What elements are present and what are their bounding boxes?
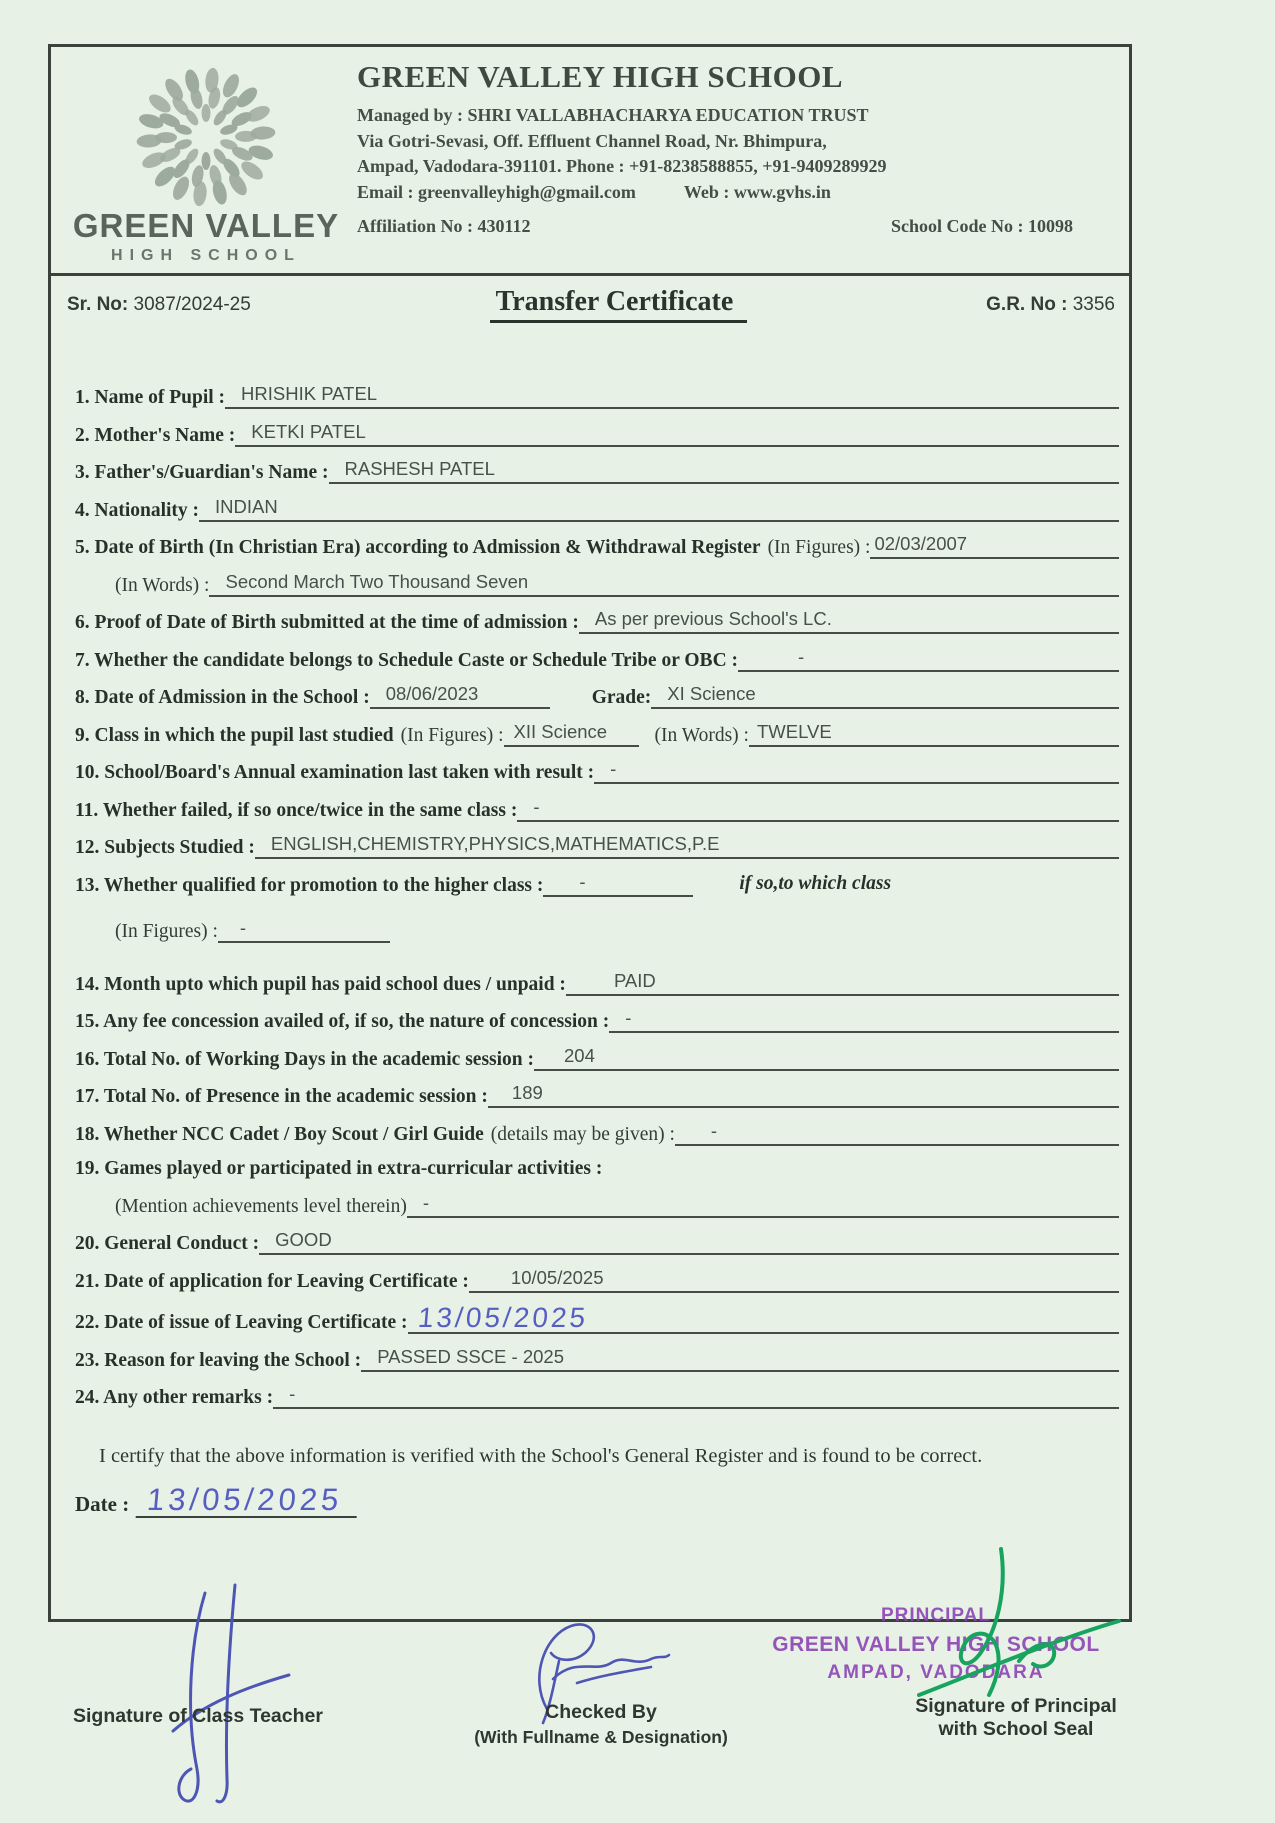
address-line-1: Via Gotri-Sevasi, Off. Effluent Channel Road, Nr. Bhimpura,	[357, 130, 827, 151]
field-row-caste-category	[75, 646, 1119, 672]
field-label: 24. Any other remarks :	[75, 1387, 274, 1408]
web-text: Web : www.gvhs.in	[683, 181, 831, 202]
field-row-leaving-reason	[75, 1346, 1119, 1372]
field-row-dob-proof	[75, 608, 1119, 634]
serial-number-value: 3087/2024-25	[133, 294, 251, 315]
logo-wordmark: GREEN VALLEY	[72, 207, 340, 244]
managed-by-line: Managed by : SHRI VALLABHACHARYA EDUCATION TRUST	[357, 105, 869, 125]
contact-line	[357, 180, 1121, 206]
field-label: (Mention achievements level therein)	[115, 1195, 407, 1217]
field-value: -	[289, 1383, 296, 1404]
field-row-class-last-studied	[75, 721, 1119, 747]
field-row-general-conduct	[75, 1229, 1119, 1255]
principal-label-line1: Signature of Principal	[915, 1695, 1117, 1718]
field-value: 189	[511, 1082, 543, 1103]
field-value: -	[422, 1191, 430, 1213]
field-value: -	[798, 645, 805, 667]
field-value: PAID	[613, 969, 656, 991]
field-row-working-days	[75, 1045, 1119, 1071]
field-underline	[361, 1346, 1119, 1372]
field-underline	[218, 917, 390, 943]
field-underline	[543, 871, 693, 897]
field-value: RASHESH PATEL	[344, 458, 495, 479]
address-line-2: Ampad, Vadodara-391101. Phone : +91-8238588855, +91-9409289929	[357, 156, 887, 177]
field-label: 18. Whether NCC Cadet / Boy Scout / Girl Guide	[75, 1123, 484, 1145]
field-row-promotion-in-figures	[115, 917, 1119, 943]
field-underline	[469, 1267, 1119, 1293]
field-value: Second March Two Thousand Seven	[225, 570, 529, 592]
field-value: KETKI PATEL	[251, 420, 366, 442]
field-row-dues-paid	[75, 970, 1119, 996]
fields-section	[51, 329, 1129, 1409]
field-underline	[488, 1082, 1119, 1108]
title-bar	[51, 273, 1129, 329]
principal-signature-label	[821, 1695, 1211, 1741]
field-label: 5. Date of Birth (In Christian Era) according to Admission & Withdrawal Register	[75, 537, 761, 558]
serial-number-label: Sr. No:	[67, 294, 129, 315]
field-underline	[566, 970, 1119, 996]
field-row-dob-in-words	[115, 571, 1119, 597]
field-value: -	[239, 916, 247, 938]
field-value: HRISHIK PATEL	[241, 383, 378, 404]
field-underline	[209, 571, 1119, 597]
field-label: 23. Reason for leaving the School :	[75, 1349, 362, 1371]
date-value-handwritten: 13/05/2025	[136, 1486, 360, 1518]
field-value-handwritten: 13/05/2025	[416, 1302, 590, 1333]
date-label: Date :	[75, 1492, 130, 1517]
field-row-promotion-qualified	[75, 871, 1119, 897]
checked-by-label: Checked By	[545, 1701, 657, 1724]
field-row-last-examination	[75, 758, 1119, 784]
class-teacher-signature-label: Signature of Class Teacher	[73, 1705, 323, 1728]
field-label: 1. Name of Pupil :	[75, 387, 226, 408]
field-label-suffix: (In Figures) :	[400, 724, 504, 746]
field-row-nationality	[75, 496, 1119, 522]
field-label: 19. Games played or participated in extra-curricular activities :	[75, 1158, 603, 1179]
field-label-suffix: (In Figures) :	[767, 537, 871, 558]
field-value: -	[533, 795, 540, 817]
field-value: GOOD	[275, 1229, 332, 1250]
field-value: -	[710, 1119, 718, 1141]
field-underline	[199, 496, 1119, 522]
school-logo	[55, 57, 357, 265]
field-underline	[594, 758, 1119, 784]
class-teacher-signature-icon	[143, 1579, 293, 1814]
field-underline	[273, 1383, 1119, 1409]
field-row-other-remarks	[75, 1383, 1119, 1409]
school-name: GREEN VALLEY HIGH SCHOOL	[357, 59, 844, 94]
affiliation-line	[357, 214, 1121, 240]
school-info	[357, 57, 1121, 265]
field-label: 9. Class in which the pupil last studied	[75, 724, 394, 746]
field-underline	[504, 721, 639, 747]
field-value: -	[579, 870, 586, 892]
affiliation-number: Affiliation No : 430112	[357, 216, 531, 237]
checked-by-sublabel: (With Fullname & Designation)	[474, 1727, 728, 1748]
field-underline	[579, 608, 1119, 634]
field-underline	[235, 421, 1119, 447]
certification-date-row	[75, 1481, 1119, 1518]
field-underline	[255, 833, 1119, 859]
field-label: 8. Date of Admission in the School :	[75, 687, 370, 708]
field-row-name-of-pupil	[75, 383, 1119, 409]
certificate-frame	[48, 44, 1132, 1748]
rosette-logo-icon	[130, 63, 282, 211]
field-row-father-name	[75, 458, 1119, 484]
signature-section	[51, 1573, 1129, 1823]
stamp-line-school: GREEN VALLEY HIGH SCHOOL	[772, 1633, 1100, 1657]
field-row-achievements	[115, 1192, 1119, 1218]
field-label: (In Words) :	[115, 574, 210, 596]
field-value: 10/05/2025	[510, 1266, 604, 1288]
field-label: (In Figures) :	[115, 920, 218, 942]
field-label: 21. Date of application for Leaving Certificate :	[75, 1270, 469, 1292]
field-label: 22. Date of issue of Leaving Certificate :	[75, 1312, 408, 1333]
field-underline	[651, 683, 1119, 709]
document-title: Transfer Certificate	[490, 286, 748, 323]
field-row-whether-failed	[75, 796, 1119, 822]
field-row-presence-days	[75, 1082, 1119, 1108]
certification-section	[51, 1421, 1129, 1518]
email-text: Email : greenvalleyhigh@gmail.com	[357, 181, 636, 202]
field-value: PASSED SSCE - 2025	[377, 1345, 564, 1367]
field-label-grade: Grade:	[591, 687, 652, 708]
field-label: 6. Proof of Date of Birth submitted at the time of admission :	[75, 612, 579, 633]
serial-number	[67, 294, 251, 316]
field-row-subjects-studied	[75, 833, 1119, 859]
field-row-ncc-scout	[75, 1120, 1119, 1146]
field-underline	[329, 458, 1120, 484]
field-underline	[749, 721, 1119, 747]
field-underline	[225, 383, 1119, 409]
field-row-date-of-birth	[75, 533, 1119, 559]
field-value: As per previous School's LC.	[594, 608, 832, 629]
field-row-application-date	[75, 1267, 1119, 1293]
field-underline	[517, 796, 1119, 822]
field-value: 204	[564, 1044, 595, 1066]
field-label: 14. Month upto which pupil has paid school dues / unpaid :	[75, 973, 566, 995]
field-value: ENGLISH,CHEMISTRY,PHYSICS,MATHEMATICS,P.E	[270, 833, 720, 854]
stamp-line-principal: PRINCIPAL	[881, 1605, 991, 1627]
field-underline	[609, 1007, 1119, 1033]
gr-number-label: G.R. No :	[986, 294, 1068, 315]
field-value: -	[610, 758, 617, 779]
field-row-admission-date	[75, 683, 1119, 709]
field-underline	[534, 1045, 1119, 1071]
field-row-games-activities	[75, 1157, 1119, 1180]
field-underline	[407, 1192, 1119, 1218]
header	[51, 47, 1129, 271]
school-code: School Code No : 10098	[890, 216, 1073, 237]
field-value: -	[625, 1007, 632, 1028]
field-label: 2. Mother's Name :	[75, 424, 236, 446]
field-underline	[675, 1120, 1119, 1146]
field-underline	[870, 533, 1119, 559]
title-center	[251, 286, 986, 323]
field-underline	[370, 683, 550, 709]
field-label: 16. Total No. of Working Days in the academic session :	[75, 1048, 535, 1070]
field-label: 17. Total No. of Presence in the academic session :	[75, 1086, 488, 1107]
field-label: 3. Father's/Guardian's Name :	[75, 462, 329, 483]
field-row-mother-name	[75, 421, 1119, 447]
field-row-issue-date	[75, 1304, 1119, 1334]
field-value: 08/06/2023	[385, 683, 479, 704]
field-label: 13. Whether qualified for promotion to the higher class :	[75, 874, 544, 896]
principal-label-line2: with School Seal	[938, 1718, 1094, 1741]
field-value: 02/03/2007	[874, 533, 968, 554]
gr-number-value: 3356	[1072, 294, 1115, 315]
field-label: 7. Whether the candidate belongs to Schedule Caste or Schedule Tribe or OBC :	[75, 649, 739, 671]
field-label: 12. Subjects Studied :	[75, 837, 255, 858]
stamp-line-place: AMPAD, VADODARA	[827, 1662, 1045, 1684]
field-label-suffix2: (In Words) :	[654, 724, 749, 746]
field-value: XII Science	[513, 720, 608, 742]
field-label: 4. Nationality :	[75, 499, 200, 521]
field-label: 11. Whether failed, if so once/twice in the same class :	[75, 799, 518, 821]
field-underline	[259, 1229, 1119, 1255]
field-label: 10. School/Board's Annual examination last taken with result :	[75, 762, 595, 783]
field-label: 20. General Conduct :	[75, 1233, 260, 1254]
field-label: 15. Any fee concession availed of, if so, the nature of concession :	[75, 1011, 610, 1032]
field-value-grade: XI Science	[667, 683, 756, 704]
logo-subtitle: HIGH SCHOOL	[111, 247, 301, 264]
field-row-fee-concession	[75, 1007, 1119, 1033]
field-note: if so,to which class	[739, 872, 892, 894]
field-underline	[408, 1304, 1120, 1334]
field-value: INDIAN	[215, 495, 278, 517]
field-underline	[738, 646, 1119, 672]
field-label-suffix: (details may be given) :	[490, 1123, 675, 1145]
gr-number	[986, 294, 1115, 316]
certification-statement: I certify that the above information is verified with the School's General Register and is found to be correct.	[99, 1444, 983, 1467]
field-value-words: TWELVE	[756, 720, 832, 742]
